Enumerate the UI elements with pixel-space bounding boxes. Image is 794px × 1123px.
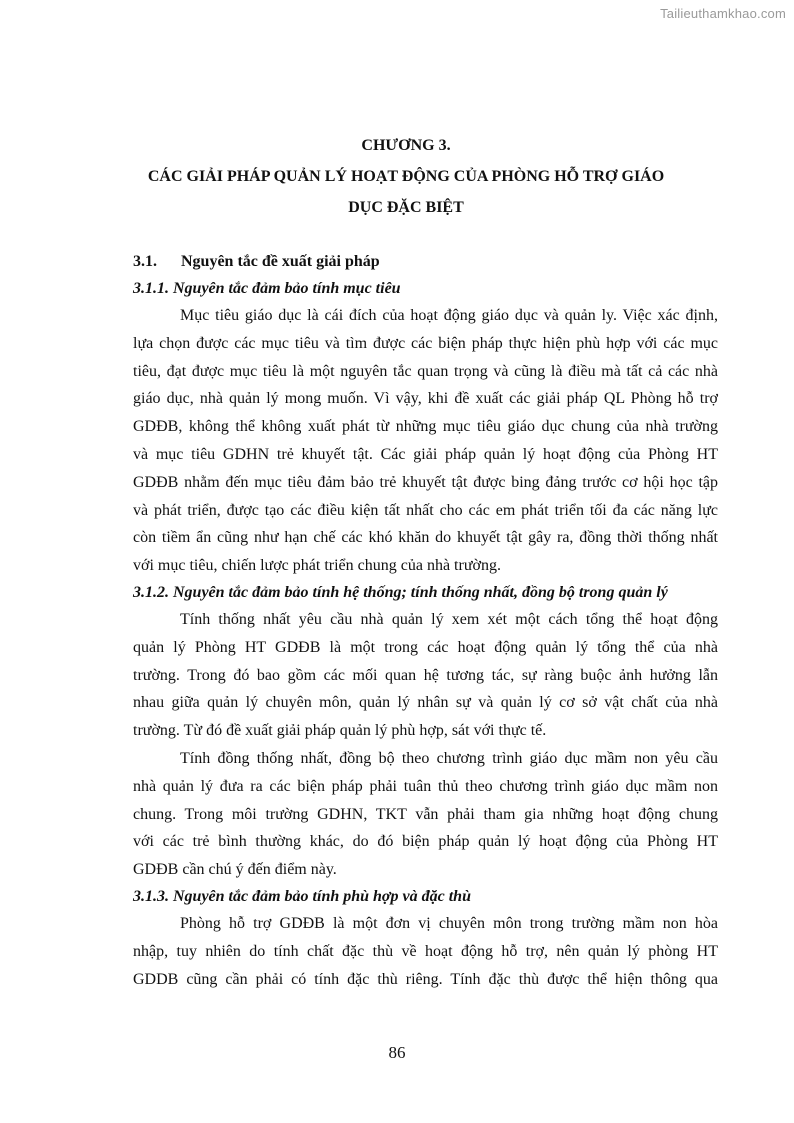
subsection-heading-3-1-1: 3.1.1. Nguyên tắc đảm bảo tính mục tiêu: [133, 280, 401, 297]
text-line: và mục tiêu GDHN trẻ khuyết tật. Các giải pháp quản lý hoạt động của Phòng HT: [133, 445, 718, 463]
text-line: GDĐB nhằm đến mục tiêu đảm bảo trẻ khuyết tật được bing đảng trước cơ hội học tập: [133, 473, 718, 491]
paragraph-3-1-2-a: [133, 606, 718, 745]
watermark: Tailieuthamkhao.com: [660, 6, 786, 21]
text-line: với mục tiêu, chiến lược phát triển chung của nhà trường.: [133, 557, 501, 575]
chapter-number: CHƯƠNG 3.: [361, 137, 451, 154]
text-line: GDĐB, không thể không xuất phát từ những mục tiêu giáo dục chung của nhà trường: [133, 418, 718, 436]
text-line: trường. Từ đó đề xuất giải pháp quản lý phù hợp, sát với thực tế.: [133, 722, 547, 740]
subsection-heading-3-1-2: 3.1.2. Nguyên tắc đảm bảo tính hệ thống; tính thống nhất, đồng bộ trong quản lý: [133, 583, 668, 601]
text-line: Tính thống nhất yêu cầu nhà quản lý xem xét một cách tổng thể hoạt động: [180, 610, 718, 628]
text-line: GDDB cũng cần phải có tính đặc thù riêng. Tính đặc thù được thể hiện thông qua: [133, 970, 718, 988]
text-line: lựa chọn được các mục tiêu và tìm được các biện pháp thực hiện phù hợp với các mục: [133, 334, 718, 352]
page-body: [133, 247, 718, 993]
text-line: Tính đồng thống nhất, đồng bộ theo chương trình giáo dục mầm non yêu cầu: [180, 749, 718, 767]
section-title: Nguyên tắc đề xuất giải pháp: [181, 253, 380, 270]
text-line: GDĐB cần chú ý đến điểm này.: [133, 861, 337, 879]
text-line: giáo dục, nhà quản lý mong muốn. Vì vậy, khi đề xuất các giải pháp QL Phòng hỗ trợ: [133, 390, 718, 408]
paragraph-3-1-1: [133, 302, 718, 580]
text-line: quản lý Phòng HT GDĐB là một trong các hoạt động quản lý tổng thể của nhà: [133, 638, 718, 656]
text-line: và phát triển, được tạo các điều kiện tất nhất cho các em phát triển tối đa các năng lực: [133, 501, 718, 519]
text-line: Mục tiêu giáo dục là cái đích của hoạt động giáo dục và quản ly. Việc xác định,: [180, 307, 718, 324]
chapter-title-line-1: CÁC GIẢI PHÁP QUẢN LÝ HOẠT ĐỘNG CỦA PHÒNG HỖ TRỢ GIÁO: [147, 168, 665, 185]
text-line: tiêu, đạt được mục tiêu là một nguyên tắc quan trọng và cũng là điều mà tất cả các nhà: [133, 362, 718, 380]
text-line: Phòng hỗ trợ GDĐB là một đơn vị chuyên môn trong trường mầm non hòa: [180, 914, 718, 932]
text-line: nhà quản lý đưa ra các biện pháp phải tuân thủ theo chương trình giáo dục mầm non: [133, 777, 718, 795]
paragraph-3-1-2-b: [133, 745, 718, 884]
section-number: 3.1.: [133, 253, 157, 270]
text-line: chung. Trong môi trường GDHN, TKT vẫn phải tham gia những hoạt động chung: [133, 805, 718, 823]
paragraph-3-1-3: [133, 910, 718, 993]
text-line: với các trẻ bình thường khác, do đó biện pháp quản lý hoạt động của Phòng HT: [133, 833, 718, 851]
text-line: nhau giữa quản lý chuyên môn, quản lý nhân sự và quản lý cơ sở vật chất của nhà: [133, 694, 718, 712]
text-line: trường. Trong đó bao gồm các mối quan hệ tương tác, sự ràng buộc ảnh hưởng lẫn: [133, 666, 718, 684]
subsection-heading-3-1-3: 3.1.3. Nguyên tắc đảm bảo tính phù hợp và đặc thù: [133, 887, 471, 905]
text-line: nhập, tuy nhiên do tính chất đặc thù về hoạt động hỗ trợ, nên quản lý phòng HT: [133, 942, 718, 960]
section-heading-3-1: [133, 247, 718, 276]
chapter-heading: [110, 130, 702, 223]
text-line: còn tiềm ẩn cũng như hạn chế các khó khăn do khuyết tật gây ra, đồng thời thống nhất: [133, 529, 718, 547]
chapter-title-line-2: DỤC ĐẶC BIỆT: [348, 199, 464, 216]
page-number: 86: [388, 1043, 406, 1062]
